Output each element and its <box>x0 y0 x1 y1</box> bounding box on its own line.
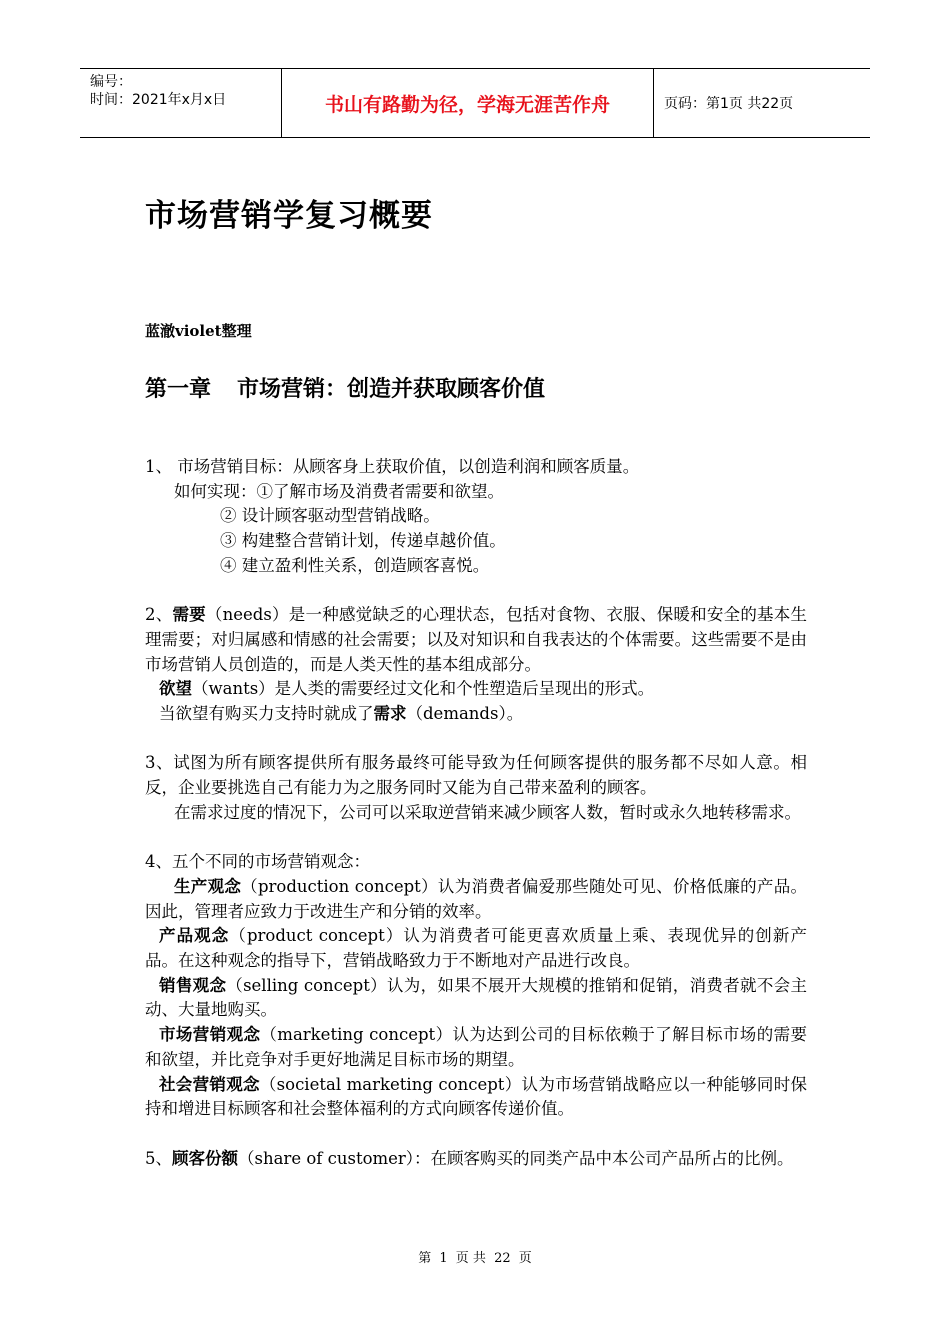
societal-text: （societal marketing concept）认为市场营销战略应以一种能够同时保持和增进目标顾客和社会整体福利的方式向顾客传递价值。 <box>145 1074 807 1119</box>
s2-needs-paragraph <box>145 603 807 677</box>
s1-line1: 1、 市场营销目标：从顾客身上获取价值，以创造利润和顾客质量。 <box>145 457 640 476</box>
footer-suffix: 页 <box>518 1251 532 1266</box>
s3-paragraph-2-text: 在需求过度的情况下，公司可以采取逆营销来减少顾客人数，暂时或永久地转移需求。 <box>174 802 801 822</box>
document-title: 市场营销学复习概要 <box>145 198 433 234</box>
wants-term: 欲望 <box>159 679 192 699</box>
s4-selling <box>145 974 807 1023</box>
product-text: （product concept）认为消费者可能更喜欢质量上乘、表现优异的创新产品。在这种观念的指导下，营销战略致力于不断地对产品进行改良。 <box>145 926 807 971</box>
chapter-heading <box>145 372 545 403</box>
share-of-customer-text: （share of customer）：在顾客购买的同类产品中本公司产品所占的比例。 <box>238 1148 794 1168</box>
needs-text: （needs）是一种感觉缺乏的心理状态，包括对食物、衣服、保暖和安全的基本生理需要；对归属感和情感的社会需要；以及对知识和自我表达的个体需要。这些需要不是由市场营销人员创造的，而是人类天性的基本组成部分。 <box>145 605 808 674</box>
marketing-text: （marketing concept）认为达到公司的目标依赖于了解目标市场的需要和欲望，并比竞争对手更好地满足目标市场的期望。 <box>145 1025 807 1069</box>
chapter-name: 市场营销：创造并获取顾客价值 <box>237 377 546 402</box>
production-term: 生产观念 <box>174 876 242 896</box>
demands-term: 需求 <box>373 704 407 724</box>
s4-marketing <box>145 1023 807 1072</box>
document-author: 蓝澈violet整理 <box>145 322 252 340</box>
header-number-label: 编号： <box>90 74 132 90</box>
s5-paragraph <box>145 1147 807 1172</box>
s2-prefix: 2、 <box>145 605 173 625</box>
s1-line2: 如何实现：①了解市场及消费者需要和欲望。 <box>174 481 504 501</box>
societal-term: 社会营销观念 <box>159 1074 260 1094</box>
production-text: （production concept）认为消费者偏爱那些随处可见、价格低廉的产品。因此，管理者应致力于改进生产和分销的效率。 <box>145 876 807 921</box>
selling-term: 销售观念 <box>159 975 227 995</box>
chapter-number: 第一章 <box>145 377 212 402</box>
footer-mid: 页 共 <box>455 1251 486 1266</box>
document-header <box>80 68 870 138</box>
s4-production <box>145 875 807 924</box>
document-body <box>145 455 807 1171</box>
product-term: 产品观念 <box>159 926 230 946</box>
s1-line3: ② 设计顾客驱动型营销战略。 <box>220 506 440 526</box>
s4-societal <box>145 1073 807 1122</box>
header-date-label: 时间：2021年x月x日 <box>90 92 227 108</box>
footer-page-total: 22 <box>494 1251 511 1266</box>
s1-line5: ④ 建立盈利性关系，创造顾客喜悦。 <box>220 555 490 575</box>
s4-product <box>145 924 807 973</box>
needs-term: 需要 <box>172 605 206 625</box>
s5-prefix: 5、 <box>145 1148 172 1168</box>
page-footer <box>0 1247 950 1266</box>
demands-pre: 当欲望有购买力支持时就成了 <box>159 704 374 724</box>
s2-wants-paragraph <box>145 677 807 702</box>
s1-line4: ③ 构建整合营销计划，传递卓越价值。 <box>220 531 506 551</box>
footer-page-number: 1 <box>439 1251 448 1266</box>
demands-post: （demands）。 <box>406 704 524 724</box>
marketing-term: 市场营销观念 <box>159 1025 261 1045</box>
selling-text: （selling concept）认为，如果不展开大规模的推销和促销，消费者就不会主动、大量地购买。 <box>145 975 807 1020</box>
header-motto: 书山有路勤为径，学海无涯苦作舟 <box>281 69 654 137</box>
wants-text: （wants）是人类的需要经过文化和个性塑造后呈现出的形式。 <box>192 679 655 699</box>
s2-demands-paragraph <box>145 702 807 727</box>
s4-intro: 4、五个不同的市场营销观念： <box>145 852 370 872</box>
s3-paragraph-2 <box>145 801 807 826</box>
share-of-customer-term: 顾客份额 <box>172 1148 238 1168</box>
header-meta-cell <box>80 69 281 137</box>
s3-paragraph-1: 3、试图为所有顾客提供所有服务最终可能导致为任何顾客提供的服务都不尽如人意。相反，企业要挑选自己有能力为之服务同时又能为自己带来盈利的顾客。 <box>145 753 807 798</box>
header-page-info: 页码：第1页 共22页 <box>664 96 794 112</box>
footer-prefix: 第 <box>418 1251 432 1266</box>
